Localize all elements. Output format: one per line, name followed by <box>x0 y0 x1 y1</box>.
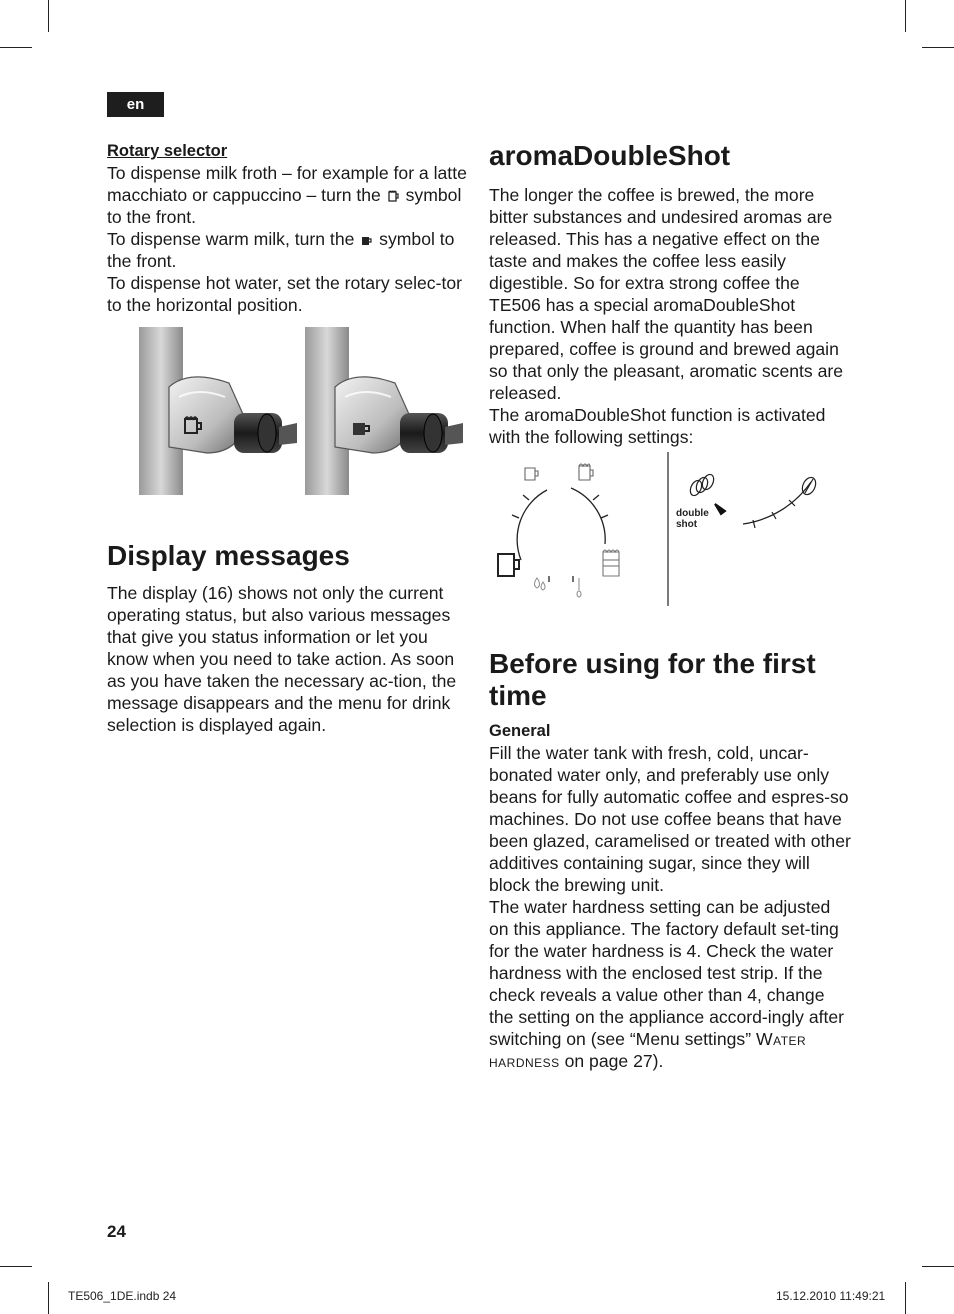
warm-milk-cup-icon <box>359 233 374 247</box>
display-messages-heading: Display messages <box>107 540 350 571</box>
rotary-p2-text-b: symbol to the front. <box>107 229 455 271</box>
page-number: 24 <box>107 1222 126 1241</box>
water-hardness-menu-ref: Water hardness <box>489 1029 807 1071</box>
small-cup-icon <box>525 468 538 480</box>
rotary-photo-milk-froth <box>139 327 297 495</box>
aroma-paragraph-2: The aromaDoubleShot function is activated with the following settings: <box>489 405 826 447</box>
crop-mark <box>922 47 954 48</box>
rotary-p1-text-a: To dispense milk froth – for example for a latte macchiato or cappuccino – turn the <box>107 163 467 205</box>
crop-mark <box>0 1266 32 1267</box>
large-cup-icon <box>579 464 593 480</box>
first-time-heading: Before using for the first time <box>489 648 816 711</box>
rotary-paragraph-1 <box>107 162 467 228</box>
double-shot-label-1: double <box>676 508 709 519</box>
rotary-photo-warm-milk <box>305 327 463 495</box>
first-time-paragraph-2 <box>489 896 851 1072</box>
language-tab: en <box>107 92 164 117</box>
first-time-paragraph-1: Fill the water tank with fresh, cold, uncar-bonated water only, and preferably use only beans for fully automatic coffee and espres-so machines. Do not use coffee beans that have been glazed, caramelised or treated with other additives containing sugar, since they will block the brewing unit. <box>489 743 851 895</box>
footer-file: TE506_1DE.indb 24 <box>68 1289 177 1303</box>
rotary-selector-photos <box>139 327 463 495</box>
display-messages-body: The display (16) shows not only the current operating status, but also various messages that give you status information or let you know when you need to take action. As soon as you have taken the necessary ac-tion, the message disappears and the menu for drink selection is displayed again. <box>107 583 457 735</box>
mug-icon <box>498 554 519 576</box>
left-column <box>107 140 467 316</box>
footer-timestamp: 15.12.2010 11:49:21 <box>776 1289 886 1303</box>
aroma-paragraph-1: The longer the coffee is brewed, the more bitter substances and undesired aromas are released. This has a negative effect on the taste and makes the coffee less easily digestible. So for extra strong coffee the TE506 has a special aromaDoubleShot function. When half the quantity has been prepared, coffee is ground and brewed again so that only the pleasant, aromatic scents are released. <box>489 185 844 403</box>
aroma-double-shot-section <box>489 140 851 448</box>
crop-mark <box>48 0 49 32</box>
crop-mark <box>905 0 906 32</box>
crop-mark <box>0 47 32 48</box>
crop-mark <box>905 1282 906 1314</box>
first-time-p2-text: The water hardness setting can be adjusted on this appliance. The factory default set-ting for the water hardness is 4. Check the water hardness with the enclosed test strip. If the check reveals a value other than 4, change the setting on the appliance accord-ingly after switching on (see “Menu settings” <box>489 897 845 1049</box>
quantity-dial <box>512 488 608 582</box>
first-time-p2-end: on page 27). <box>564 1051 664 1071</box>
aroma-dial-diagram <box>489 452 859 608</box>
general-subheading: General <box>489 722 551 740</box>
rotary-p2-text-a: To dispense warm milk, turn the <box>107 229 355 249</box>
strength-dial <box>715 482 811 528</box>
rotary-p1-text-b: symbol to the front. <box>107 185 462 227</box>
spoon-icon <box>577 578 581 597</box>
crop-mark <box>922 1266 954 1267</box>
rotary-selector-heading: Rotary selector <box>107 142 228 160</box>
milk-froth-cup-icon <box>386 189 401 203</box>
double-shot-label-2: shot <box>676 519 698 530</box>
water-drops-icon <box>535 578 546 590</box>
aroma-double-shot-heading: aromaDoubleShot <box>489 140 731 171</box>
display-messages-section <box>107 540 469 736</box>
rotary-paragraph-3: To dispense hot water, set the rotary selec-tor to the horizontal position. <box>107 273 462 315</box>
rotary-paragraph-2 <box>107 228 467 272</box>
tall-glass-icon <box>603 550 619 576</box>
first-time-section <box>489 648 851 1072</box>
double-beans-icon <box>688 473 716 498</box>
crop-mark <box>48 1282 49 1314</box>
